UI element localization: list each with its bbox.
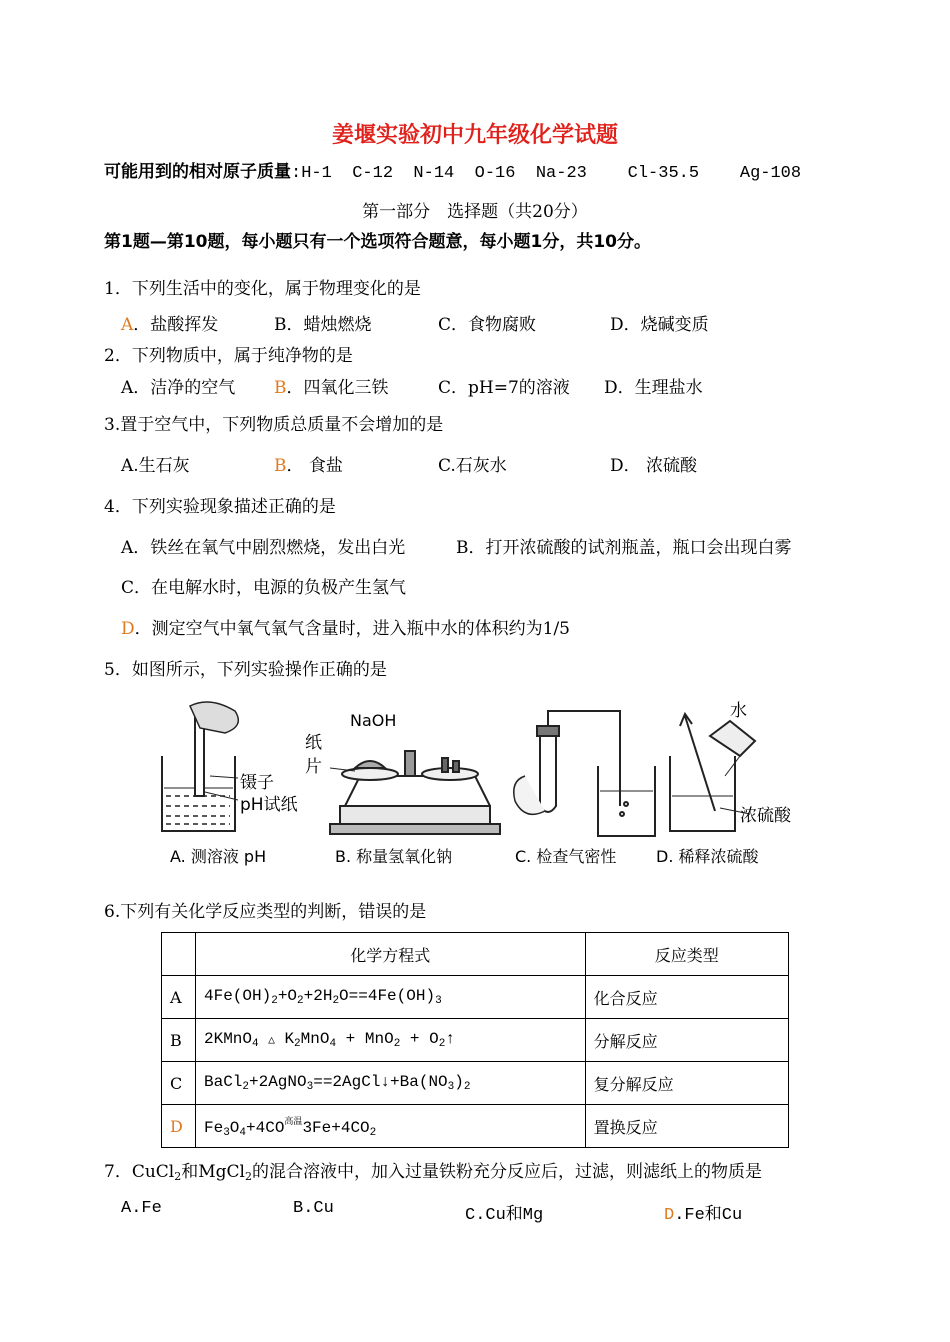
q7-option-a[interactable]: A.Fe — [121, 1199, 162, 1218]
atomic-mass-line — [104, 157, 801, 183]
label-water: 水 — [730, 701, 747, 721]
q2-option-d[interactable]: D．生理盐水 — [604, 378, 703, 398]
row-key: C — [162, 1062, 196, 1105]
q3-option-d[interactable]: D． 浓硫酸 — [610, 456, 698, 476]
caption-c: C. 检查气密性 — [515, 847, 617, 866]
row-type: 复分解反应 — [585, 1062, 788, 1105]
q1-option-c[interactable]: C．食物腐败 — [438, 315, 537, 335]
row-type: 分解反应 — [585, 1019, 788, 1062]
row-key: A — [162, 976, 196, 1019]
label-tweezers: 镊子 — [240, 773, 274, 793]
question-1-stem: 1．下列生活中的变化，属于物理变化的是 — [104, 279, 421, 299]
q2-option-c[interactable]: C．pH=7的溶液 — [438, 378, 570, 398]
q4-option-d[interactable]: D．测定空气中氧气氧气含量时，进入瓶中水的体积约为1/5 — [121, 619, 570, 639]
table-header-type: 反应类型 — [585, 933, 788, 976]
row-key: D — [162, 1105, 196, 1148]
row-equation: $BaCl_2+2AgNO_3==2AgCl↓+Ba(NO_3)_2$ — [195, 1062, 585, 1105]
question-3-stem: 3.置于空气中，下列物质总质量不会增加的是 — [104, 415, 444, 435]
question-2-stem: 2．下列物质中，属于纯净物的是 — [104, 346, 353, 366]
table-row — [162, 976, 789, 1019]
figure-c-airtight — [514, 711, 655, 836]
q4-option-a[interactable]: A．铁丝在氧气中剧烈燃烧，发出白光 — [121, 538, 406, 558]
label-naoh: NaOH — [350, 711, 397, 730]
q3-option-b[interactable]: B． 食盐 — [274, 456, 343, 476]
q1-option-b[interactable]: B．蜡烛燃烧 — [274, 315, 372, 335]
q2-option-a[interactable]: A．洁净的空气 — [121, 378, 236, 398]
table-row — [162, 1062, 789, 1105]
q4-option-c[interactable]: C．在电解水时，电源的负极产生氢气 — [121, 578, 407, 598]
row-key: B — [162, 1019, 196, 1062]
atomic-mass-values: :H-1 C-12 N-14 O-16 Na-23 Cl-35.5 Ag-108 — [291, 164, 802, 183]
label-acid: 浓硫酸 — [740, 806, 791, 826]
reaction-table — [161, 932, 789, 1148]
figure-a-ph — [162, 702, 238, 831]
q2-option-b[interactable]: B．四氧化三铁 — [274, 378, 389, 398]
page-title: 姜堰实验初中九年级化学试题 — [331, 123, 618, 148]
question-7-stem: 7．CuCl$_2$和MgCl$_2$的混合溶液中，加入过量铁粉充分反应后，过滤，则滤纸上的物质是 — [104, 1162, 762, 1183]
q7-option-c[interactable]: C.Cu和Mg — [465, 1206, 544, 1225]
row-equation: 2KMnO$_4$ △ $K_2MnO_4 + MnO_2$ + $O_2↑$ — [195, 1019, 585, 1062]
experiment-figure — [150, 696, 810, 876]
atomic-mass-label: 可能用到的相对原子质量 — [104, 162, 291, 182]
table-header-blank — [162, 933, 196, 976]
q7-option-b[interactable]: B.Cu — [293, 1199, 334, 1218]
figure-b-balance — [330, 751, 500, 834]
question-4-stem: 4．下列实验现象描述正确的是 — [104, 497, 336, 517]
caption-b: B. 称量氢氧化钠 — [335, 847, 453, 866]
row-equation: $4Fe(OH)_2+O_2+2H_2O==4Fe(OH)_3$ — [195, 976, 585, 1019]
question-5-stem: 5．如图所示，下列实验操作正确的是 — [104, 660, 387, 680]
caption-d: D. 稀释浓硫酸 — [656, 847, 759, 866]
row-equation: $Fe_3O_4+4CO^{高温}3Fe+4CO_2$ — [195, 1105, 585, 1148]
row-type: 化合反应 — [585, 976, 788, 1019]
table-header-row — [162, 933, 789, 976]
q4-option-b[interactable]: B．打开浓硫酸的试剂瓶盖，瓶口会出现白雾 — [456, 538, 792, 558]
part1-instruction: 第1题—第10题，每小题只有一个选项符合题意，每小题1分，共10分。 — [104, 232, 651, 252]
q7-option-d[interactable]: D.Fe和Cu — [664, 1206, 743, 1225]
row-type: 置换反应 — [585, 1105, 788, 1148]
table-header-equation: 化学方程式 — [195, 933, 585, 976]
table-row — [162, 1019, 789, 1062]
table-row — [162, 1105, 789, 1148]
label-paper-2: 片 — [305, 757, 322, 777]
caption-a: A. 测溶液 pH — [170, 847, 267, 866]
q3-option-a[interactable]: A.生石灰 — [121, 456, 190, 476]
q3-option-c[interactable]: C.石灰水 — [438, 456, 507, 476]
q1-option-a[interactable]: A．盐酸挥发 — [121, 315, 219, 335]
question-6-stem: 6.下列有关化学反应类型的判断，错误的是 — [104, 902, 427, 922]
label-ph-paper: pH试纸 — [240, 795, 298, 815]
part1-heading: 第一部分 选择题（共20分） — [362, 202, 588, 222]
label-paper: 纸 — [305, 733, 322, 753]
q1-option-d[interactable]: D．烧碱变质 — [610, 315, 709, 335]
